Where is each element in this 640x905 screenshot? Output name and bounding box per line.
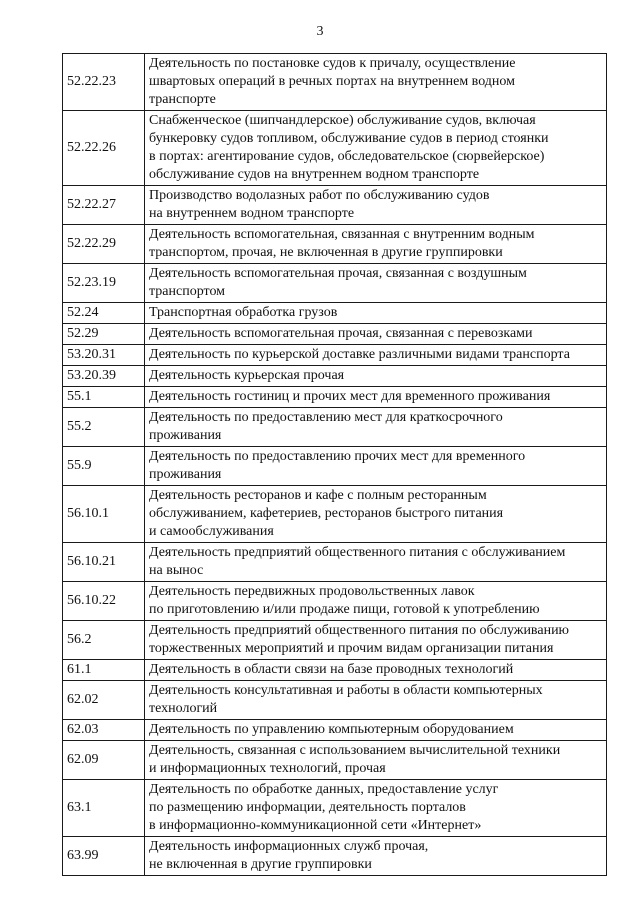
- activity-code: 63.1: [63, 780, 145, 837]
- table-row: [63, 54, 607, 111]
- table-row: [63, 366, 607, 387]
- activity-codes-table: [62, 53, 607, 876]
- activity-code: 52.29: [63, 324, 145, 345]
- activity-description: Деятельность информационных служб прочая, не включенная в другие группировки: [145, 837, 607, 876]
- activity-code: 52.24: [63, 303, 145, 324]
- table-row: [63, 543, 607, 582]
- table-row: [63, 681, 607, 720]
- activity-description: Производство водолазных работ по обслуживанию судов на внутреннем водном транспорте: [145, 186, 607, 225]
- activity-description: Деятельность вспомогательная, связанная с внутренним водным транспортом, прочая, не включенная в другие группировки: [145, 225, 607, 264]
- table-row: [63, 780, 607, 837]
- activity-code: 52.22.26: [63, 111, 145, 186]
- activity-description: Деятельность, связанная с использованием вычислительной техники и информационных технологий, прочая: [145, 741, 607, 780]
- activity-description: Деятельность по предоставлению прочих мест для временного проживания: [145, 447, 607, 486]
- activity-description: Транспортная обработка грузов: [145, 303, 607, 324]
- table-row: [63, 303, 607, 324]
- activity-description: Деятельность по предоставлению мест для краткосрочного проживания: [145, 408, 607, 447]
- activity-code: 63.99: [63, 837, 145, 876]
- activity-code: 56.10.1: [63, 486, 145, 543]
- activity-code: 55.9: [63, 447, 145, 486]
- activity-code: 52.22.23: [63, 54, 145, 111]
- activity-code: 52.22.27: [63, 186, 145, 225]
- activity-code: 53.20.39: [63, 366, 145, 387]
- activity-description: Деятельность консультативная и работы в области компьютерных технологий: [145, 681, 607, 720]
- activity-code: 53.20.31: [63, 345, 145, 366]
- activity-code: 55.1: [63, 387, 145, 408]
- activity-code: 62.02: [63, 681, 145, 720]
- activity-description: Деятельность по управлению компьютерным оборудованием: [145, 720, 607, 741]
- table-row: [63, 387, 607, 408]
- activity-description: Деятельность вспомогательная прочая, связанная с воздушным транспортом: [145, 264, 607, 303]
- table-row: [63, 486, 607, 543]
- table-row: [63, 225, 607, 264]
- activity-description: Деятельность ресторанов и кафе с полным ресторанным обслуживанием, кафетериев, ресторанов быстрого питания и самообслуживания: [145, 486, 607, 543]
- table-row: [63, 741, 607, 780]
- activity-description: Деятельность курьерская прочая: [145, 366, 607, 387]
- table-row: [63, 447, 607, 486]
- activity-code: 55.2: [63, 408, 145, 447]
- activity-description: Деятельность по постановке судов к причалу, осуществление швартовых операций в речных портах на внутреннем водном транспорте: [145, 54, 607, 111]
- table-row: [63, 111, 607, 186]
- table-row: [63, 837, 607, 876]
- table-row: [63, 720, 607, 741]
- activity-code: 62.09: [63, 741, 145, 780]
- activity-description: Деятельность по курьерской доставке различными видами транспорта: [145, 345, 607, 366]
- activity-description: Деятельность гостиниц и прочих мест для временного проживания: [145, 387, 607, 408]
- table-row: [63, 345, 607, 366]
- activity-code: 52.23.19: [63, 264, 145, 303]
- activity-description: Деятельность предприятий общественного питания с обслуживанием на вынос: [145, 543, 607, 582]
- activity-description: Деятельность предприятий общественного питания по обслуживанию торжественных мероприятий и прочим видам организации питания: [145, 621, 607, 660]
- activity-description: Деятельность передвижных продовольственных лавок по приготовлению и/или продаже пищи, готовой к употреблению: [145, 582, 607, 621]
- page-number: 3: [316, 24, 324, 39]
- table-row: [63, 621, 607, 660]
- activity-code: 56.2: [63, 621, 145, 660]
- activity-code: 62.03: [63, 720, 145, 741]
- activity-code: 56.10.22: [63, 582, 145, 621]
- table-row: [63, 408, 607, 447]
- table-row: [63, 264, 607, 303]
- table-row: [63, 186, 607, 225]
- activity-description: Деятельность вспомогательная прочая, связанная с перевозками: [145, 324, 607, 345]
- table-row: [63, 660, 607, 681]
- activity-description: Деятельность в области связи на базе проводных технологий: [145, 660, 607, 681]
- activity-code: 52.22.29: [63, 225, 145, 264]
- activity-code: 56.10.21: [63, 543, 145, 582]
- table-body: [63, 54, 607, 876]
- table-row: [63, 324, 607, 345]
- activity-code: 61.1: [63, 660, 145, 681]
- activity-description: Снабженческое (шипчандлерское) обслуживание судов, включая бункеровку судов топливом, обслуживание судов в период стоянки в портах: агентирование судов, обследовательское (сюрвейерское) обслуживание судов на внутреннем водном транспорте: [145, 111, 607, 186]
- table-row: [63, 582, 607, 621]
- activity-description: Деятельность по обработке данных, предоставление услуг по размещению информации, деятельность порталов в информационно-коммуникационной сети «Интернет»: [145, 780, 607, 837]
